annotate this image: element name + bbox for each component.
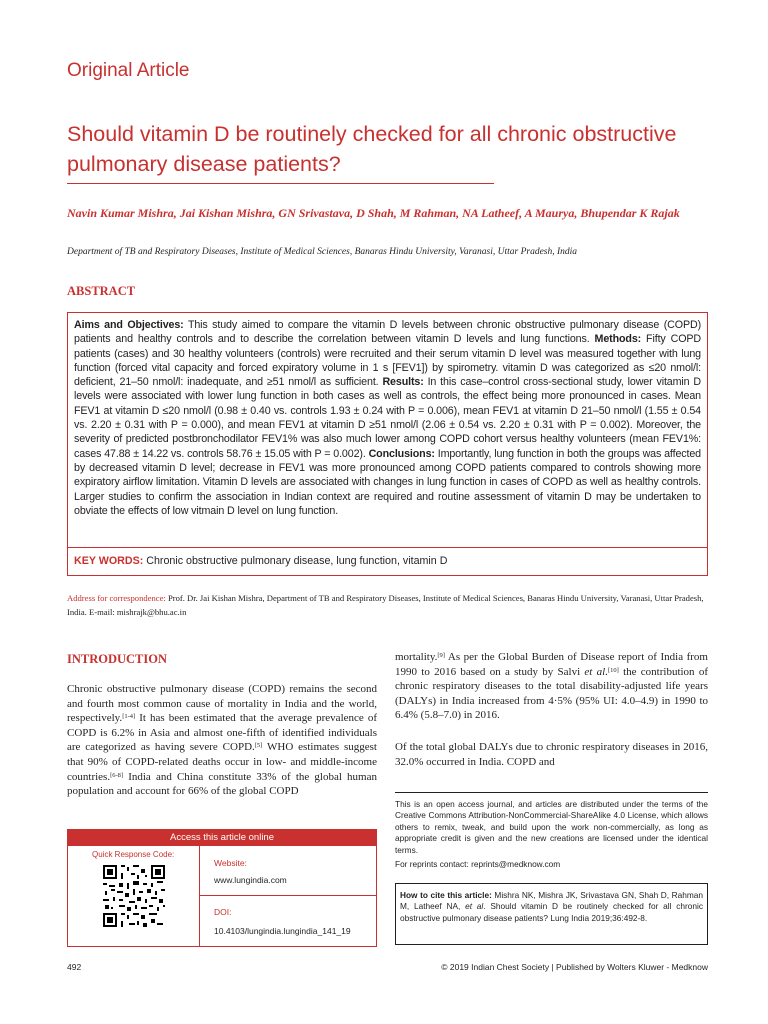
- keywords: [74, 555, 447, 567]
- intro-text: It has been estimated that the average prevalence of COPD is 6.2% in Asia and almost one-fifth of identified individuals are categorized as having severe COPD.: [67, 712, 377, 754]
- intro-text: the contribution of chronic respiratory diseases to the total disability-adjusted life years (DALYs) in India increased from 4·5% (95% UI: 4.0–4.9) in 1990 to 6.4% (5.8–7.0) in 2016.: [395, 665, 708, 722]
- citation-etal: et al: [465, 901, 484, 912]
- citation-ref[interactable]: [1-4]: [122, 713, 136, 721]
- publisher-footer: © 2019 Indian Chest Society | Published by Wolters Kluwer - Medknow: [441, 962, 708, 972]
- intro-text: mortality.: [395, 651, 438, 663]
- citation-label: How to cite this article:: [400, 890, 492, 900]
- license-text: This is an open access journal, and articles are distributed under the terms of the Creative Commons Attribution-NonCommercial-ShareAlike 4.0 License, which allows others to remix, tweak, and build upon the work non-commercially, as long as appropriate credit is given and the new creations are licensed under the identical terms.: [395, 792, 708, 856]
- qr-area: [68, 846, 200, 946]
- abstract-box: [67, 312, 708, 576]
- citation-ref[interactable]: [10]: [607, 666, 619, 674]
- intro-text: India and China constitute 33% of the global human population and account for 66% of the global COPD: [67, 770, 377, 798]
- reprints-contact: For reprints contact: reprints@medknow.com: [395, 859, 561, 869]
- correspondence: [67, 591, 708, 619]
- intro-text: As per the Global Burden of Disease report of India from 1990 to 2016 based on a study by Salvi: [395, 651, 708, 678]
- intro-paragraph-3: Of the total global DALYs due to chronic respiratory diseases in 2016, 32.0% occurred in India. COPD and: [395, 741, 708, 768]
- qr-label: Quick Response Code:: [92, 850, 175, 859]
- correspondence-text: Prof. Dr. Jai Kishan Mishra, Department of TB and Respiratory Diseases, Institute of Medical Sciences, Banaras Hindu University, Varanasi, Uttar Pradesh, India. E-mail: mishrajk@bhu.ac.in: [67, 593, 704, 617]
- citation-box: [395, 883, 708, 945]
- intro-paragraph-2: [395, 650, 708, 723]
- aims-text: This study aimed to compare the vitamin D levels between chronic obstructive pulmonary disease (COPD) patients and healthy controls and to describe the correlation between vitamin D levels and lung functions.: [74, 319, 702, 346]
- et-al: et al.: [584, 665, 608, 678]
- citation-ref[interactable]: [6-8]: [110, 771, 124, 779]
- website-link[interactable]: www.lungindia.com: [214, 875, 287, 885]
- conclusions-label: Conclusions:: [368, 447, 435, 460]
- methods-text: Fifty COPD patients (cases) and 30 healthy volunteers (controls) were recruited and their serum vitamin D level was measured together with lung function (forced vital capacity and forced expiratory volume in 1 s [FEV1]) by spirometry. vitamin D was categorized as ≤20 nmol/l: deficient, 21–50 nmol/l: inadequate, and ≥51 nmol/l as sufficient.: [74, 333, 701, 389]
- article-title: Should vitamin D be routinely checked for all chronic obstructive pulmonary disease patients?: [67, 122, 677, 176]
- keywords-text: Chronic obstructive pulmonary disease, lung function, vitamin D: [143, 555, 448, 567]
- citation-ref[interactable]: [5]: [254, 742, 263, 750]
- citation-text: Mishra NK, Mishra JK, Srivastava GN, Shah D, Rahman M, Latheef NA,: [400, 890, 703, 912]
- authors: Navin Kumar Mishra, Jai Kishan Mishra, GN Srivastava, D Shah, M Rahman, NA Latheef, A Maurya, Bhupendar K Rajak: [67, 206, 680, 220]
- intro-paragraph-1: [67, 682, 377, 799]
- introduction-heading: INTRODUCTION: [67, 652, 168, 666]
- conclusions-text: Importantly, lung function in both the groups was affected by decreased vitamin D level; decrease in FEV1 was more pronounced among COPD patients compared to controls showing more expiratory airflow limitation. Vitamin D levels are associated with changes in lung function in cases of COPD as well as healthy controls. Larger studies to confirm the association in Indian context are required and routine assessment of vitamin D may be undertaken to obviate the effects of low vitmain D level on lung function.: [74, 447, 701, 517]
- correspondence-label: Address for correspondence:: [67, 593, 166, 603]
- website-label: Website:: [214, 858, 247, 868]
- citation-ref[interactable]: [9]: [437, 652, 445, 659]
- doi-label: DOI:: [214, 907, 232, 917]
- keywords-label: KEY WORDS:: [74, 555, 144, 567]
- intro-text: WHO estimates suggest that 90% of COPD-related deaths occur in low- and middle-income countries.: [67, 741, 377, 783]
- citation-text: . Should vitamin D be routinely checked for all chronic obstructive pulmonary disease patients? Lung India 2019;36:492-8.: [400, 901, 703, 923]
- access-article-box: [67, 829, 377, 947]
- abstract-text: [74, 318, 701, 518]
- info-rule: [200, 895, 376, 896]
- doi-link[interactable]: 10.4103/lungindia.lungindia_141_19: [214, 926, 351, 936]
- article-type: Original Article: [67, 60, 190, 81]
- access-heading: Access this article online: [68, 830, 376, 846]
- results-label: Results:: [382, 376, 424, 389]
- intro-text: Chronic obstructive pulmonary disease (COPD) remains the second and fourth most common cause of mortality in India and the world, respectively.: [67, 683, 377, 725]
- aims-label: Aims and Objectives:: [74, 319, 184, 331]
- access-info: [200, 846, 376, 946]
- qr-code-icon[interactable]: [101, 863, 167, 929]
- affiliation: Department of TB and Respiratory Diseases, Institute of Medical Sciences, Banaras Hindu University, Varanasi, Uttar Pradesh, India: [67, 247, 578, 257]
- title-rule: [67, 183, 494, 184]
- page-number: 492: [67, 962, 82, 972]
- abstract-heading: ABSTRACT: [67, 284, 136, 298]
- keywords-rule: [68, 547, 707, 548]
- methods-label: Methods:: [594, 333, 642, 346]
- results-text: In this case–control cross-sectional study, lower vitamin D levels were associated with lower lung function in both cases as well as controls, the effect being more pronounced in cases. Mean FEV1 at vitamin D ≤20 nmol/l (0.98 ± 0.40 vs. controls 1.93 ± 0.24 with P = 0.006), mean FEV1 at vitamin D 21–50 nmol/l (1.55 ± 0.54 vs. 2.20 ± 0.31 with P = 0.000), and mean FEV1 at vitamin D ≥51 nmol/l (2.06 ± 0.54 vs. 2.20 ± 0.31 with P = 0.002). Moreover, the severity of predicted postbronchodilator FEV1% was also much lower among COPD cohort versus healthy volunteers (mean FEV1%: cases 47.88 ± 14.22 vs. controls 58.76 ± 15.05 with P = 0.002).: [74, 376, 701, 460]
